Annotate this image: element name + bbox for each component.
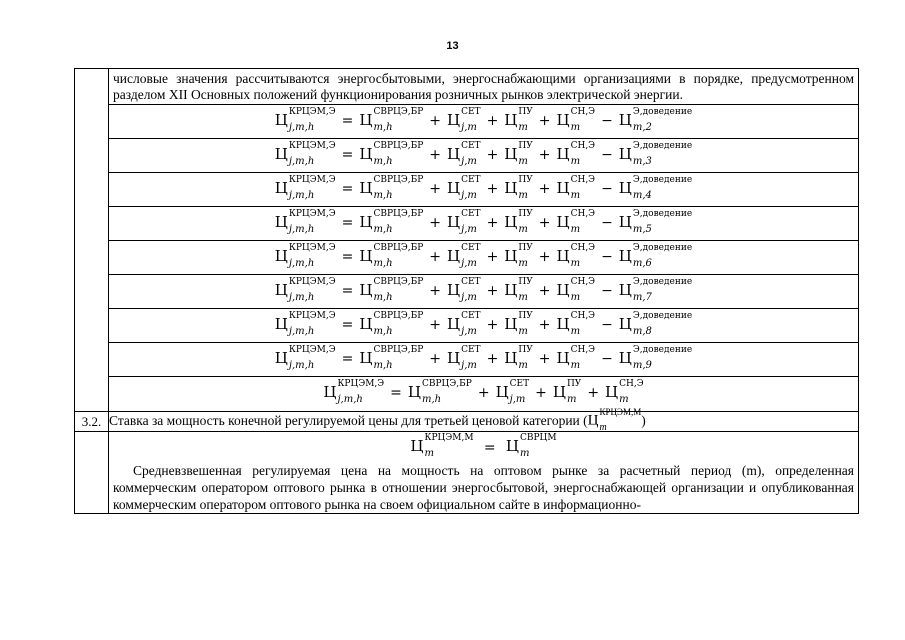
formula: Ц КРЦЭМ,Э j,m,h = Ц СВРЦЭ,БР m,h + Ц СЕТ j,m + Ц ПУ m + Ц СН,Э m − Ц Э,доведение m,4: [274, 175, 693, 201]
formula: Ц КРЦЭМ,Э j,m,h = Ц СВРЦЭ,БР m,h + Ц СЕТ j,m + Ц ПУ m + Ц СН,Э m − Ц Э,доведение m,8: [274, 311, 693, 337]
formula-row-4: [109, 207, 859, 241]
section-heading-text: Ставка за мощность конечной регулируемой цены для третьей ценовой категории (: [109, 413, 588, 428]
formula-row-8: [109, 343, 859, 377]
formula-row-5: [109, 241, 859, 275]
section-number: 3.2.: [75, 412, 109, 432]
table-row: [75, 105, 859, 139]
table-row: [75, 139, 859, 173]
formula: Ц КРЦЭМ,Э j,m,h = Ц СВРЦЭ,БР m,h + Ц СЕТ j,m + Ц ПУ m + Ц СН,Э m − Ц Э,доведение m,2: [274, 107, 693, 133]
heading-symbol: Ц КРЦЭМ,М m: [587, 407, 642, 434]
table-row: [75, 207, 859, 241]
table-row: [75, 69, 859, 105]
formula-row-6: [109, 275, 859, 309]
formula: Ц КРЦЭМ,Э j,m,h = Ц СВРЦЭ,БР m,h + Ц СЕТ j,m + Ц ПУ m + Ц СН,Э m − Ц Э,доведение m,9: [274, 345, 693, 371]
formula: Ц КРЦЭМ,Э j,m,h = Ц СВРЦЭ,БР m,h + Ц СЕТ j,m + Ц ПУ m + Ц СН,Э m: [323, 379, 644, 405]
formula: Ц КРЦЭМ,Э j,m,h = Ц СВРЦЭ,БР m,h + Ц СЕТ j,m + Ц ПУ m + Ц СН,Э m − Ц Э,доведение m,3: [274, 141, 693, 167]
section-heading: Ставка за мощность конечной регулируемой цены для третьей ценовой категории (Ц КРЦЭМ,М m ): [109, 412, 859, 432]
formula-row-7: [109, 309, 859, 343]
section-formula: Ц КРЦЭМ,М m = Ц СВРЦМ m: [410, 433, 557, 460]
document-table: [74, 68, 859, 514]
formula-row-3: [109, 173, 859, 207]
row-number-cell: [75, 69, 109, 412]
page-number: 13: [446, 40, 459, 52]
table-row: [75, 309, 859, 343]
table-row: [75, 377, 859, 412]
intro-cell: [109, 69, 859, 105]
formula-row-final: [109, 377, 859, 412]
row-number-cell-empty: [75, 432, 109, 514]
intro-paragraph: числовые значения рассчитываются энергосбытовыми, энергоснабжающими организациями в порядке, предусмотренном разделом XII Основных положений функционирования розничных рынков электрической энергии.: [113, 71, 854, 102]
formula: Ц КРЦЭМ,Э j,m,h = Ц СВРЦЭ,БР m,h + Ц СЕТ j,m + Ц ПУ m + Ц СН,Э m − Ц Э,доведение m,5: [274, 209, 693, 235]
formula: Ц КРЦЭМ,Э j,m,h = Ц СВРЦЭ,БР m,h + Ц СЕТ j,m + Ц ПУ m + Ц СН,Э m − Ц Э,доведение m,6: [274, 243, 693, 269]
section-paragraph: Средневзвешенная регулируемая цена на мощность на оптовом рынке за расчетный период (m), определенная коммерческим оператором оптового рынка в отношении энергосбытовой, энергоснабжающей организации и опубликованная коммерческим оператором оптового рынка на своем официальном сайте в информационно-: [113, 463, 854, 513]
section-content: [109, 432, 859, 514]
table-row: [75, 241, 859, 275]
formula-row-2: [109, 139, 859, 173]
formula: Ц КРЦЭМ,Э j,m,h = Ц СВРЦЭ,БР m,h + Ц СЕТ j,m + Ц ПУ m + Ц СН,Э m − Ц Э,доведение m,7: [274, 277, 693, 303]
table-row: [75, 173, 859, 207]
table-row: [75, 275, 859, 309]
table-row: [75, 412, 859, 432]
table-row: [75, 432, 859, 514]
formula-row-1: [109, 105, 859, 139]
table-row: [75, 343, 859, 377]
